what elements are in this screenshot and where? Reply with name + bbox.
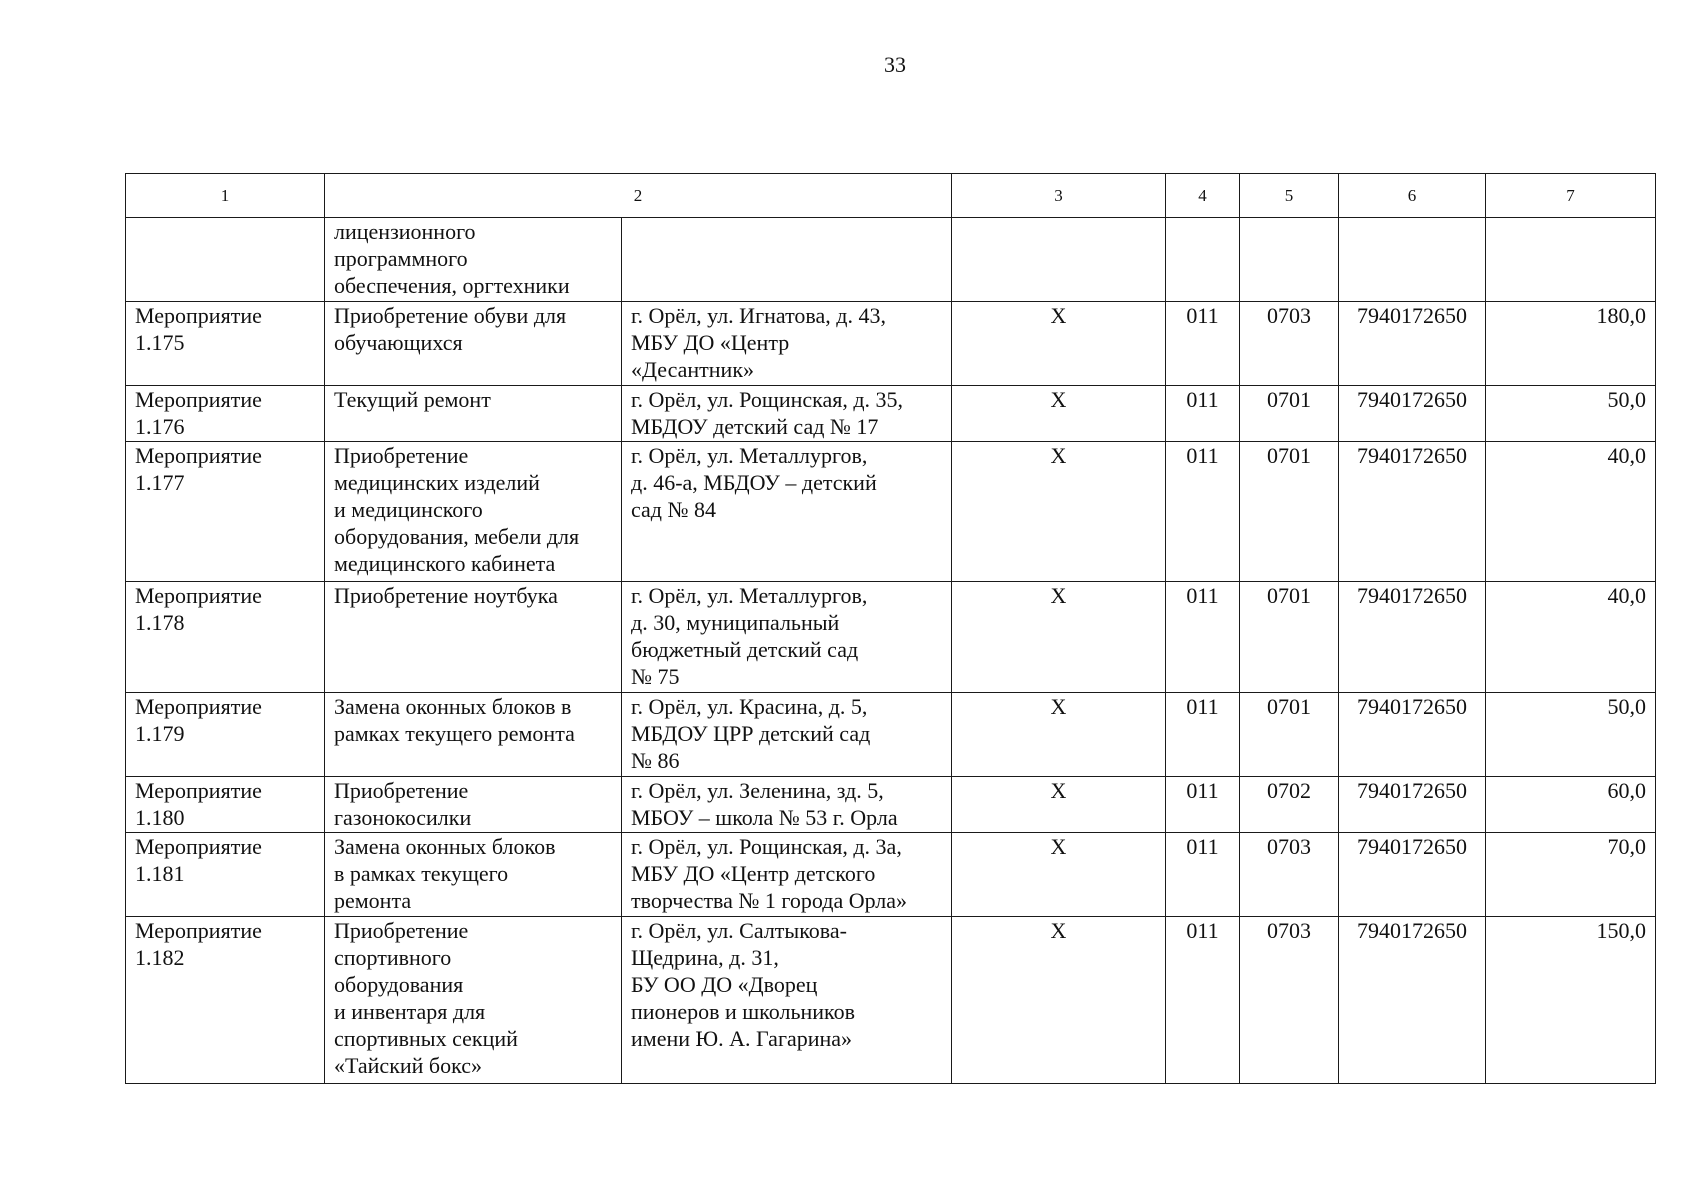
page-number: 33 xyxy=(884,52,906,77)
cell-col3: Х xyxy=(952,693,1166,777)
budget-table xyxy=(125,173,1656,1084)
cell-col6: 7940172650 xyxy=(1339,777,1486,833)
table-row xyxy=(126,917,1656,1084)
cell-col6 xyxy=(1339,218,1486,302)
cell-col5 xyxy=(1240,218,1339,302)
cell-col5: 0701 xyxy=(1240,693,1339,777)
cell-name: Приобретение медицинских изделий и медицинского оборудования, мебели для медицинского кабинета xyxy=(325,442,622,582)
cell-col6: 7940172650 xyxy=(1339,693,1486,777)
cell-name: лицензионного программного обеспечения, оргтехники xyxy=(325,218,622,302)
column-header-3: 3 xyxy=(952,174,1166,218)
table-row xyxy=(126,386,1656,442)
cell-col7 xyxy=(1486,218,1656,302)
cell-name: Замена оконных блоков в рамках текущего ремонта xyxy=(325,833,622,917)
cell-event: Мероприятие 1.175 xyxy=(126,302,325,386)
cell-col5: 0703 xyxy=(1240,302,1339,386)
cell-event: Мероприятие 1.181 xyxy=(126,833,325,917)
cell-event xyxy=(126,218,325,302)
cell-col3: Х xyxy=(952,442,1166,582)
cell-col6: 7940172650 xyxy=(1339,386,1486,442)
cell-col4 xyxy=(1166,218,1240,302)
cell-col7: 180,0 xyxy=(1486,302,1656,386)
cell-col5: 0701 xyxy=(1240,582,1339,693)
cell-col6: 7940172650 xyxy=(1339,442,1486,582)
continuation-row xyxy=(126,218,1656,302)
cell-col3: Х xyxy=(952,833,1166,917)
cell-address: г. Орёл, ул. Рощинская, д. 35, МБДОУ детский сад № 17 xyxy=(622,386,952,442)
cell-name: Текущий ремонт xyxy=(325,386,622,442)
cell-name: Приобретение ноутбука xyxy=(325,582,622,693)
cell-col4: 011 xyxy=(1166,833,1240,917)
cell-address: г. Орёл, ул. Металлургов, д. 30, муниципальный бюджетный детский сад № 75 xyxy=(622,582,952,693)
column-header-4: 4 xyxy=(1166,174,1240,218)
cell-col4: 011 xyxy=(1166,777,1240,833)
cell-event: Мероприятие 1.179 xyxy=(126,693,325,777)
table-row xyxy=(126,777,1656,833)
cell-col7: 150,0 xyxy=(1486,917,1656,1084)
table-row xyxy=(126,442,1656,582)
cell-col5: 0702 xyxy=(1240,777,1339,833)
column-header-2: 2 xyxy=(325,174,952,218)
column-header-6: 6 xyxy=(1339,174,1486,218)
cell-col3: Х xyxy=(952,386,1166,442)
cell-col6: 7940172650 xyxy=(1339,833,1486,917)
cell-address: г. Орёл, ул. Зеленина, зд. 5, МБОУ – школа № 53 г. Орла xyxy=(622,777,952,833)
cell-event: Мероприятие 1.176 xyxy=(126,386,325,442)
cell-col3: Х xyxy=(952,302,1166,386)
cell-col7: 50,0 xyxy=(1486,386,1656,442)
cell-col4: 011 xyxy=(1166,582,1240,693)
cell-col5: 0701 xyxy=(1240,386,1339,442)
cell-col4: 011 xyxy=(1166,917,1240,1084)
cell-col7: 40,0 xyxy=(1486,442,1656,582)
cell-address: г. Орёл, ул. Красина, д. 5, МБДОУ ЦРР детский сад № 86 xyxy=(622,693,952,777)
cell-address: г. Орёл, ул. Металлургов, д. 46-а, МБДОУ – детский сад № 84 xyxy=(622,442,952,582)
cell-address: г. Орёл, ул. Салтыкова- Щедрина, д. 31, БУ ОО ДО «Дворец пионеров и школьников имени Ю. А. Гагарина» xyxy=(622,917,952,1084)
cell-address: г. Орёл, ул. Рощинская, д. 3а, МБУ ДО «Центр детского творчества № 1 города Орла» xyxy=(622,833,952,917)
column-header-1: 1 xyxy=(126,174,325,218)
cell-event: Мероприятие 1.177 xyxy=(126,442,325,582)
column-header-7: 7 xyxy=(1486,174,1656,218)
cell-name: Приобретение спортивного оборудования и инвентаря для спортивных секций «Тайский бокс» xyxy=(325,917,622,1084)
column-header-5: 5 xyxy=(1240,174,1339,218)
cell-col3: Х xyxy=(952,917,1166,1084)
cell-col5: 0701 xyxy=(1240,442,1339,582)
cell-col4: 011 xyxy=(1166,302,1240,386)
cell-event: Мероприятие 1.178 xyxy=(126,582,325,693)
header-row xyxy=(126,174,1656,218)
cell-col7: 40,0 xyxy=(1486,582,1656,693)
cell-col3: Х xyxy=(952,777,1166,833)
cell-col4: 011 xyxy=(1166,386,1240,442)
cell-name: Замена оконных блоков в рамках текущего ремонта xyxy=(325,693,622,777)
cell-col5: 0703 xyxy=(1240,833,1339,917)
cell-col4: 011 xyxy=(1166,693,1240,777)
cell-address xyxy=(622,218,952,302)
cell-event: Мероприятие 1.182 xyxy=(126,917,325,1084)
table-row xyxy=(126,302,1656,386)
cell-event: Мероприятие 1.180 xyxy=(126,777,325,833)
cell-col6: 7940172650 xyxy=(1339,302,1486,386)
table-row xyxy=(126,582,1656,693)
table-row xyxy=(126,693,1656,777)
cell-col6: 7940172650 xyxy=(1339,917,1486,1084)
cell-col3 xyxy=(952,218,1166,302)
table-row xyxy=(126,833,1656,917)
cell-name: Приобретение газонокосилки xyxy=(325,777,622,833)
cell-col7: 50,0 xyxy=(1486,693,1656,777)
cell-name: Приобретение обуви для обучающихся xyxy=(325,302,622,386)
cell-col7: 70,0 xyxy=(1486,833,1656,917)
cell-col3: Х xyxy=(952,582,1166,693)
cell-col5: 0703 xyxy=(1240,917,1339,1084)
cell-col4: 011 xyxy=(1166,442,1240,582)
cell-col6: 7940172650 xyxy=(1339,582,1486,693)
cell-col7: 60,0 xyxy=(1486,777,1656,833)
cell-address: г. Орёл, ул. Игнатова, д. 43, МБУ ДО «Центр «Десантник» xyxy=(622,302,952,386)
